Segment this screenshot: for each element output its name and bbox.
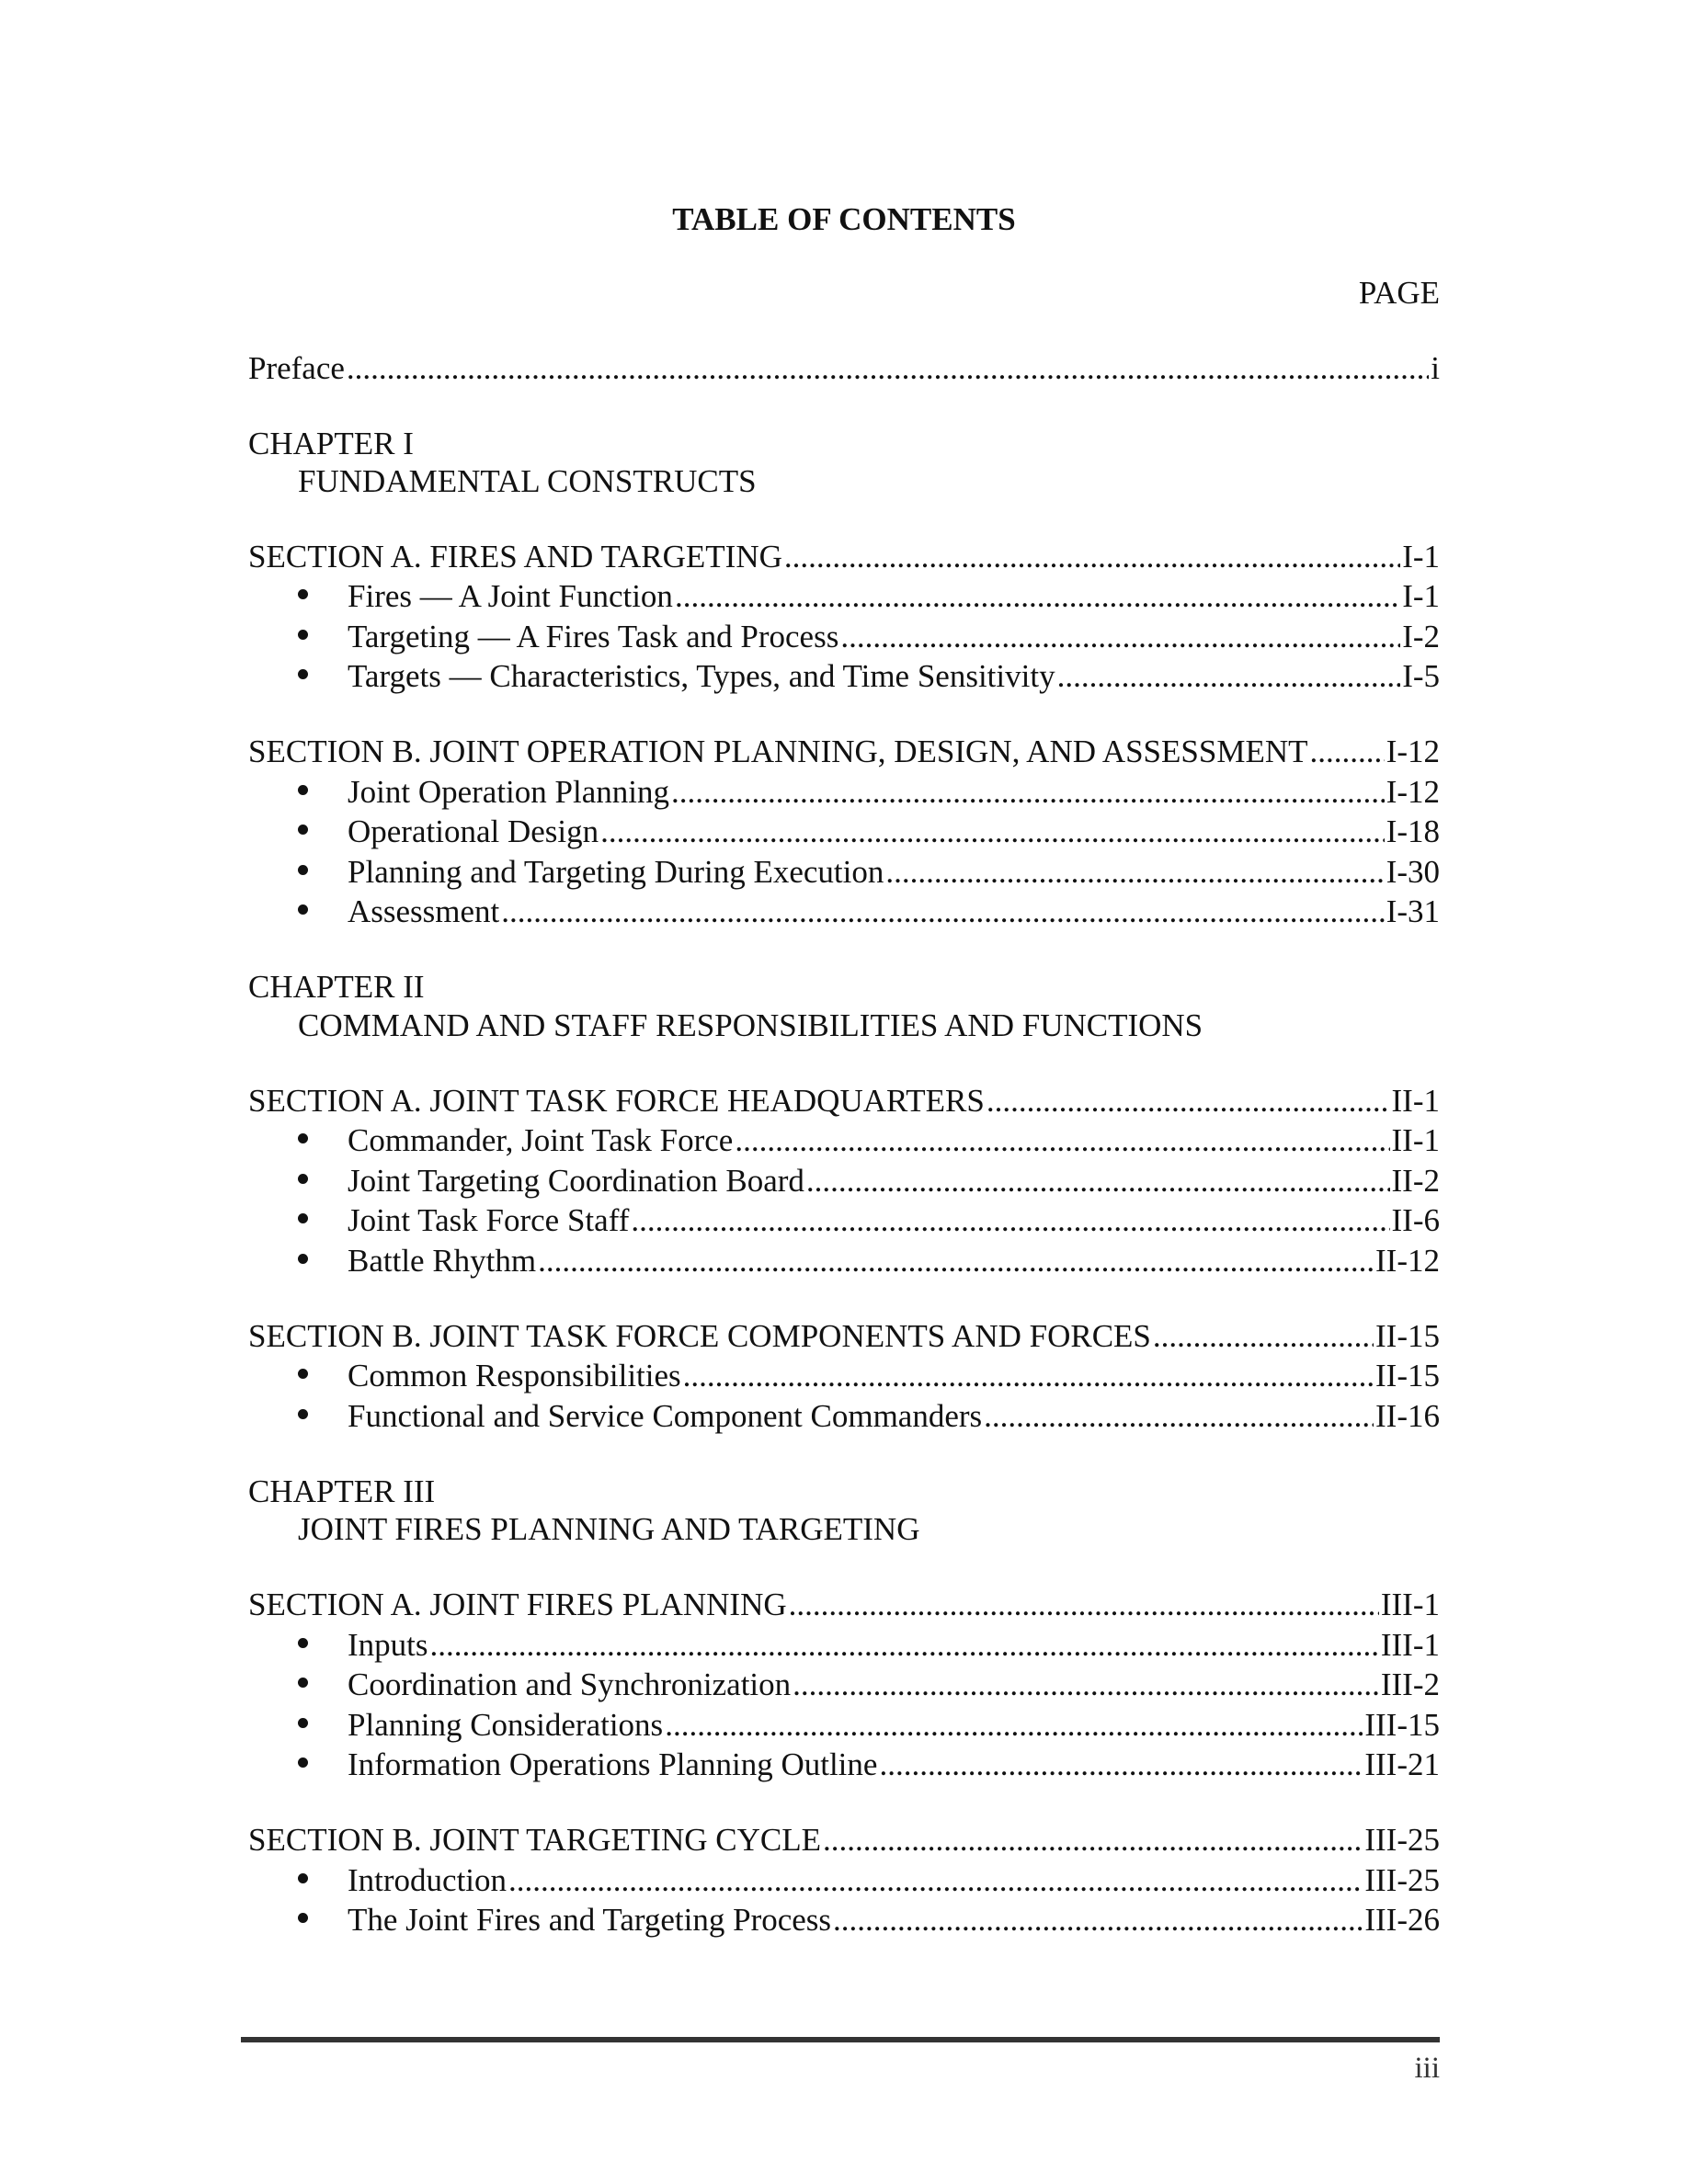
- toc-item-entry[interactable]: [298, 1162, 1440, 1200]
- bullet-icon: [298, 1718, 308, 1728]
- toc-entry-label: Joint Targeting Coordination Board: [348, 1163, 804, 1199]
- bullet-icon: [298, 1678, 308, 1688]
- toc-entry-page: II-6: [1391, 1202, 1440, 1238]
- dot-leader: [840, 618, 1400, 656]
- toc-entry-label: Battle Rhythm: [348, 1243, 537, 1279]
- toc-item-entry[interactable]: [298, 773, 1440, 812]
- toc-section-entry[interactable]: [248, 1586, 1440, 1624]
- toc-item-entry[interactable]: [298, 1901, 1440, 1939]
- toc-entry-label: Operational Design: [348, 813, 599, 849]
- dot-leader: [508, 1861, 1363, 1900]
- dot-leader: [885, 853, 1384, 892]
- toc-entry-page: II-16: [1375, 1398, 1440, 1434]
- toc-item-entry[interactable]: [298, 618, 1440, 656]
- dot-leader: [501, 893, 1384, 931]
- toc-item-entry[interactable]: [298, 1666, 1440, 1704]
- bullet-icon: [298, 1638, 308, 1648]
- toc-entry-label: SECTION A. JOINT FIRES PLANNING: [248, 1587, 787, 1622]
- page-column-header: PAGE: [1358, 275, 1440, 311]
- dot-leader: [1153, 1317, 1374, 1356]
- toc-entry-page: I-31: [1386, 893, 1440, 929]
- toc-entry-page: I-1: [1402, 539, 1440, 574]
- dot-leader: [793, 1666, 1379, 1704]
- dot-leader: [538, 1242, 1374, 1280]
- toc-entry-label: SECTION A. JOINT TASK FORCE HEADQUARTERS: [248, 1083, 985, 1119]
- bullet-icon: [298, 1174, 308, 1184]
- toc-entry-label: The Joint Fires and Targeting Process: [348, 1902, 832, 1938]
- toc-entry-page: I-12: [1386, 774, 1440, 810]
- toc-entry-page: III-2: [1380, 1666, 1440, 1702]
- dot-leader: [347, 349, 1429, 388]
- toc-item-entry[interactable]: [298, 1626, 1440, 1665]
- toc-entry-label: Common Responsibilities: [348, 1358, 681, 1393]
- toc-entry-page: III-25: [1364, 1822, 1440, 1858]
- footer-page-number: iii: [1414, 2052, 1440, 2085]
- footer-divider: [241, 2037, 1440, 2042]
- toc-item-entry[interactable]: [298, 1121, 1440, 1160]
- toc-entry-page: I-2: [1402, 619, 1440, 654]
- dot-leader: [665, 1706, 1363, 1745]
- dot-leader: [430, 1626, 1379, 1665]
- toc-entry-page: III-1: [1380, 1587, 1440, 1622]
- bullet-icon: [298, 1369, 308, 1379]
- dot-leader: [987, 1082, 1390, 1120]
- toc-item-entry[interactable]: [298, 657, 1440, 696]
- toc-entry-page: I-18: [1386, 813, 1440, 849]
- toc-entry-page: I-1: [1402, 578, 1440, 614]
- dot-leader: [823, 1821, 1363, 1860]
- toc-section-entry[interactable]: [248, 1082, 1440, 1120]
- toc-section-entry[interactable]: [248, 1317, 1440, 1356]
- dot-leader: [735, 1121, 1389, 1160]
- bullet-icon: [298, 630, 308, 640]
- toc-entry-page: II-15: [1375, 1318, 1440, 1354]
- dot-leader: [806, 1162, 1390, 1200]
- chapter-label: CHAPTER II: [248, 969, 425, 1005]
- toc-entry-page: i: [1431, 350, 1440, 386]
- toc-entry-label: Commander, Joint Task Force: [348, 1122, 734, 1158]
- toc-entry-label: Targets — Characteristics, Types, and Time Sensitivity: [348, 658, 1055, 694]
- toc-item-entry[interactable]: [298, 853, 1440, 892]
- bullet-icon: [298, 669, 308, 679]
- toc-item-entry[interactable]: [298, 893, 1440, 931]
- toc-entry-page: I-12: [1386, 734, 1440, 769]
- dot-leader: [833, 1901, 1363, 1939]
- toc-entry-page: III-26: [1364, 1902, 1440, 1938]
- toc-item-entry[interactable]: [298, 813, 1440, 851]
- toc-item-entry[interactable]: [298, 577, 1440, 616]
- toc-entry-page: I-30: [1386, 854, 1440, 890]
- toc-item-entry[interactable]: [298, 1201, 1440, 1240]
- toc-entry-page: I-5: [1402, 658, 1440, 694]
- toc-entry-label: Preface: [248, 350, 345, 386]
- toc-entry-label: Planning Considerations: [348, 1707, 664, 1743]
- page-title: TABLE OF CONTENTS: [672, 201, 1016, 237]
- toc-item-entry[interactable]: [298, 1746, 1440, 1784]
- toc-entry-label: SECTION B. JOINT TASK FORCE COMPONENTS AND FORCES: [248, 1318, 1151, 1354]
- toc-entry-page: III-15: [1364, 1707, 1440, 1743]
- toc-entry-label: Fires — A Joint Function: [348, 578, 673, 614]
- toc-entry-preface[interactable]: [248, 349, 1440, 388]
- dot-leader: [600, 813, 1385, 851]
- bullet-icon: [298, 1913, 308, 1923]
- toc-item-entry[interactable]: [298, 1706, 1440, 1745]
- toc-entry-label: SECTION A. FIRES AND TARGETING: [248, 539, 782, 574]
- dot-leader: [784, 538, 1400, 576]
- toc-entry-label: Joint Operation Planning: [348, 774, 669, 810]
- dot-leader: [879, 1746, 1363, 1784]
- chapter-title: JOINT FIRES PLANNING AND TARGETING: [298, 1511, 920, 1547]
- toc-entry-label: Joint Task Force Staff: [348, 1202, 630, 1238]
- toc-entry-label: Information Operations Planning Outline: [348, 1746, 878, 1782]
- toc-section-entry[interactable]: [248, 1821, 1440, 1860]
- bullet-icon: [298, 865, 308, 875]
- chapter-title: COMMAND AND STAFF RESPONSIBILITIES AND FUNCTIONS: [298, 1007, 1203, 1043]
- chapter-label: CHAPTER I: [248, 426, 414, 461]
- toc-entry-page: II-12: [1375, 1243, 1440, 1279]
- toc-entry-label: Introduction: [348, 1862, 508, 1898]
- toc-entry-page: III-21: [1364, 1746, 1440, 1782]
- bullet-icon: [298, 785, 308, 795]
- toc-entry-label: Functional and Service Component Commanders: [348, 1398, 983, 1434]
- dot-leader: [675, 577, 1400, 616]
- toc-entry-label: Coordination and Synchronization: [348, 1666, 792, 1702]
- toc-section-entry[interactable]: [248, 733, 1440, 771]
- chapter-title: FUNDAMENTAL CONSTRUCTS: [298, 463, 757, 499]
- bullet-icon: [298, 1757, 308, 1768]
- toc-entry-page: II-15: [1375, 1358, 1440, 1393]
- dot-leader: [671, 773, 1385, 812]
- dot-leader: [1057, 657, 1401, 696]
- toc-entry-page: II-1: [1391, 1083, 1440, 1119]
- toc-entry-label: Targeting — A Fires Task and Process: [348, 619, 839, 654]
- bullet-icon: [298, 1133, 308, 1143]
- toc-item-entry[interactable]: [298, 1357, 1440, 1395]
- bullet-icon: [298, 825, 308, 835]
- dot-leader: [984, 1397, 1374, 1436]
- bullet-icon: [298, 1213, 308, 1223]
- bullet-icon: [298, 1409, 308, 1419]
- toc-entry-label: SECTION B. JOINT TARGETING CYCLE: [248, 1822, 821, 1858]
- bullet-icon: [298, 1254, 308, 1264]
- toc-item-entry[interactable]: [298, 1861, 1440, 1900]
- bullet-icon: [298, 589, 308, 599]
- toc-entry-label: Planning and Targeting During Execution: [348, 854, 884, 890]
- toc-entry-page: III-1: [1380, 1627, 1440, 1663]
- toc-item-entry[interactable]: [298, 1397, 1440, 1436]
- dot-leader: [631, 1201, 1389, 1240]
- dot-leader: [789, 1586, 1379, 1624]
- toc-entry-label: Inputs: [348, 1627, 428, 1663]
- chapter-label: CHAPTER III: [248, 1473, 436, 1509]
- toc-section-entry[interactable]: [248, 538, 1440, 576]
- bullet-icon: [298, 904, 308, 915]
- toc-entry-label: Assessment: [348, 893, 500, 929]
- bullet-icon: [298, 1873, 308, 1883]
- dot-leader: [1310, 733, 1385, 771]
- toc-entry-label: SECTION B. JOINT OPERATION PLANNING, DESIGN, AND ASSESSMENT: [248, 734, 1308, 769]
- toc-entry-page: III-25: [1364, 1862, 1440, 1898]
- dot-leader: [683, 1357, 1374, 1395]
- toc-entry-page: II-1: [1391, 1122, 1440, 1158]
- toc-item-entry[interactable]: [298, 1242, 1440, 1280]
- toc-entry-page: II-2: [1391, 1163, 1440, 1199]
